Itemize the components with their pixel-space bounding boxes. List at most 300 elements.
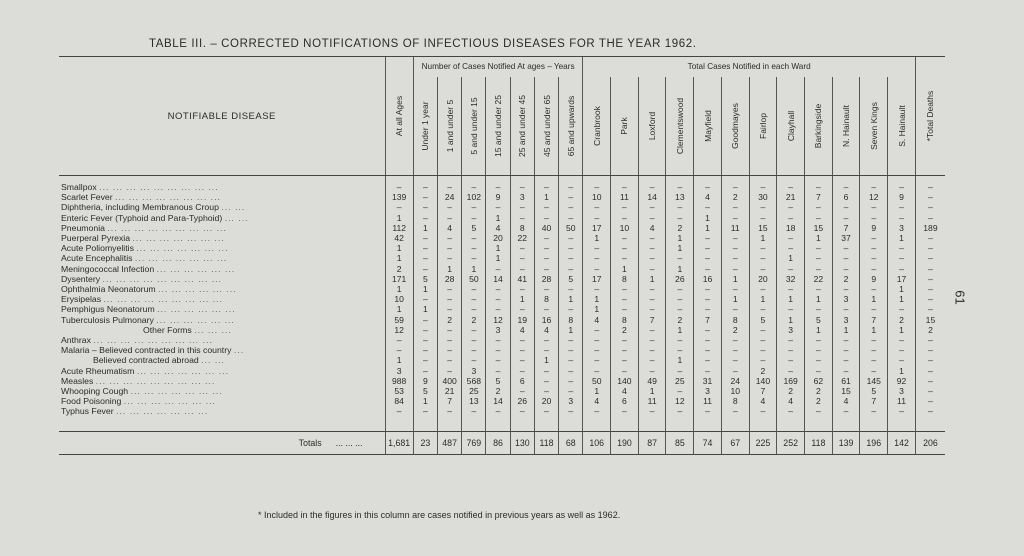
table-cell: – (534, 345, 558, 355)
table-row (59, 192, 945, 202)
table-cell: – (510, 366, 534, 376)
table-cell: – (694, 304, 722, 314)
table-cell: – (611, 182, 639, 192)
table-cell: – (694, 406, 722, 416)
table-cell: – (559, 213, 583, 223)
table-cell: 31 (694, 376, 722, 386)
disease-name: Pneumonia ... ... ... ... ... ... ... ... ... (61, 222, 227, 233)
table-cell: 1 (888, 233, 916, 243)
table-cell: – (888, 182, 916, 192)
table-cell: – (749, 182, 777, 192)
table-cell: 1 (860, 294, 888, 304)
table-cell: 5 (860, 386, 888, 396)
table-cell: – (462, 355, 486, 365)
totals-cell: 68 (559, 431, 583, 454)
disease-name: Puerperal Pyrexia ... ... ... ... ... ... ... (61, 233, 225, 244)
table-cell: 1 (413, 284, 437, 294)
table-cell: – (534, 406, 558, 416)
table-cell: – (413, 243, 437, 253)
table-cell: 145 (860, 376, 888, 386)
table-cell: 22 (510, 233, 534, 243)
table-cell: – (583, 335, 611, 345)
table-cell: 4 (510, 325, 534, 335)
totals-cell: 206 (915, 431, 945, 454)
totals-cell: 67 (721, 431, 749, 454)
table-cell: – (638, 202, 666, 212)
table-cell: 9 (486, 192, 510, 202)
table-cell: – (559, 233, 583, 243)
table-cell: – (721, 366, 749, 376)
table-cell: – (438, 406, 462, 416)
table-cell: 1 (777, 294, 805, 304)
table-cell: 1 (486, 213, 510, 223)
table-cell: – (888, 304, 916, 314)
table-cell: 50 (559, 223, 583, 233)
table-cell: – (413, 366, 437, 376)
table-cell: – (534, 233, 558, 243)
table-cell: – (694, 335, 722, 345)
table-cell: – (462, 182, 486, 192)
table-cell: – (777, 284, 805, 294)
table-row (59, 386, 945, 396)
table-cell: – (666, 182, 694, 192)
table-cell: 3 (559, 396, 583, 406)
table-cell: – (559, 386, 583, 396)
table-cell: 1 (438, 264, 462, 274)
table-cell: – (832, 355, 860, 365)
table-cell: – (749, 264, 777, 274)
table-cell: 49 (638, 376, 666, 386)
table-row (59, 253, 945, 263)
table-cell: 1 (860, 325, 888, 335)
table-cell: – (462, 406, 486, 416)
table-cell: – (559, 253, 583, 263)
table-cell: – (611, 202, 639, 212)
table-cell: – (438, 213, 462, 223)
table-cell: – (666, 294, 694, 304)
table-cell: 21 (438, 386, 462, 396)
table-cell: – (915, 376, 945, 386)
age-header: 45 and under 65 (534, 77, 558, 176)
table-row (59, 304, 945, 314)
table-cell: 2 (777, 386, 805, 396)
table-cell: – (777, 335, 805, 345)
table-cell: – (534, 264, 558, 274)
table-cell: 4 (638, 223, 666, 233)
age-header: 1 and under 5 (438, 77, 462, 176)
disease-name: Anthrax ... ... ... ... ... ... ... ... ... (61, 335, 213, 346)
total-deaths-header: *Total Deaths (915, 57, 945, 176)
table-cell: – (510, 182, 534, 192)
table-cell: 30 (749, 192, 777, 202)
table-cell: – (915, 304, 945, 314)
table-cell: – (583, 406, 611, 416)
table-cell: 7 (638, 315, 666, 325)
table-cell: 92 (888, 376, 916, 386)
ward-header: Clementswood (666, 77, 694, 176)
totals-cell: 769 (462, 431, 486, 454)
table-cell: 3 (510, 192, 534, 202)
table-cell: – (438, 325, 462, 335)
table-cell: – (583, 213, 611, 223)
table-cell: – (777, 345, 805, 355)
table-cell: – (510, 406, 534, 416)
table-cell: – (805, 304, 833, 314)
table-cell: – (638, 304, 666, 314)
table-cell: 2 (832, 274, 860, 284)
table-cell: 20 (486, 233, 510, 243)
table-cell: – (694, 264, 722, 274)
totals-cell: 106 (583, 431, 611, 454)
totals-label: Totals ... ... ... (59, 431, 385, 454)
age-header: 15 and under 25 (486, 77, 510, 176)
table-cell: 1 (559, 294, 583, 304)
disease-name: Food Poisoning ... ... ... ... ... ... ... (61, 396, 216, 407)
table-cell: 171 (385, 274, 413, 284)
table-cell: 988 (385, 376, 413, 386)
table-cell: – (721, 406, 749, 416)
table-cell: – (559, 243, 583, 253)
table-cell: 9 (860, 274, 888, 284)
table-cell: – (534, 304, 558, 314)
totals-cell: 487 (438, 431, 462, 454)
table-cell: 14 (486, 274, 510, 284)
table-cell: 1 (666, 233, 694, 243)
table-cell: – (413, 264, 437, 274)
table-cell: – (915, 355, 945, 365)
table-cell: 10 (721, 386, 749, 396)
table-cell: 7 (860, 396, 888, 406)
table-cell: 2 (611, 325, 639, 335)
table-cell: 10 (385, 294, 413, 304)
table-cell: – (462, 304, 486, 314)
table-cell: – (438, 335, 462, 345)
table-cell: – (915, 233, 945, 243)
table-cell: – (860, 304, 888, 314)
table-cell: 2 (438, 315, 462, 325)
table-cell: – (915, 366, 945, 376)
table-cell: 1 (888, 366, 916, 376)
table-cell: – (486, 345, 510, 355)
table-row (59, 335, 945, 345)
table-cell: 9 (413, 376, 437, 386)
table-cell: – (534, 243, 558, 253)
age-header: 5 and under 15 (462, 77, 486, 176)
table-cell: – (805, 366, 833, 376)
table-cell: – (915, 243, 945, 253)
table-cell: – (438, 294, 462, 304)
disease-name: Believed contracted abroad ... ... (93, 355, 226, 366)
table-cell: – (438, 253, 462, 263)
table-cell: – (510, 304, 534, 314)
table-cell: – (666, 345, 694, 355)
table-cell: – (749, 345, 777, 355)
table-cell: – (915, 192, 945, 202)
table-cell: 1 (666, 243, 694, 253)
table-cell: – (638, 335, 666, 345)
table-cell: 1 (638, 386, 666, 396)
table-cell: – (583, 202, 611, 212)
table-cell: 2 (666, 315, 694, 325)
table-cell: – (805, 264, 833, 274)
table-cell: – (510, 213, 534, 223)
table-cell: – (777, 264, 805, 274)
table-row (59, 366, 945, 376)
table-cell: 1 (888, 325, 916, 335)
totals-cell: 118 (534, 431, 558, 454)
age-group-header: Number of Cases Notified At ages – Years (413, 57, 583, 78)
table-cell: – (413, 294, 437, 304)
table-cell: – (888, 213, 916, 223)
table-cell: 1 (805, 294, 833, 304)
table-cell: 53 (385, 386, 413, 396)
table-cell: 6 (510, 376, 534, 386)
table-row (59, 274, 945, 284)
table-cell: 1 (666, 264, 694, 274)
table-cell: 1 (805, 325, 833, 335)
table-cell: – (777, 202, 805, 212)
table-cell: 4 (486, 223, 510, 233)
table-cell: 8 (510, 223, 534, 233)
ward-header: Fairlop (749, 77, 777, 176)
table-cell: 3 (832, 294, 860, 304)
table-cell: – (666, 386, 694, 396)
table-cell: 5 (413, 274, 437, 284)
table-cell: 1 (805, 233, 833, 243)
table-cell: 16 (534, 315, 558, 325)
table-cell: 62 (805, 376, 833, 386)
table-cell: – (413, 355, 437, 365)
table-cell: 1 (583, 304, 611, 314)
table-cell: 2 (805, 386, 833, 396)
table-cell: – (805, 202, 833, 212)
table-cell: 102 (462, 192, 486, 202)
table-cell: – (777, 355, 805, 365)
table-cell: 1 (385, 355, 413, 365)
table-cell: – (860, 355, 888, 365)
table-cell: – (638, 406, 666, 416)
table-cell: 1 (385, 253, 413, 263)
table-cell: 11 (638, 396, 666, 406)
table-cell: 1 (611, 264, 639, 274)
table-cell: – (413, 335, 437, 345)
table-cell: – (438, 243, 462, 253)
table-cell: – (438, 366, 462, 376)
table-cell: 1 (583, 233, 611, 243)
disease-name: Typhus Fever ... ... ... ... ... ... ... (61, 406, 209, 417)
table-cell: – (534, 202, 558, 212)
ward-header: Seven Kings (860, 77, 888, 176)
table-cell: 37 (832, 233, 860, 243)
table-row (59, 264, 945, 274)
table-cell: – (559, 355, 583, 365)
disease-name: Meningococcal Infection ... ... ... ... ... ... (61, 263, 236, 274)
table-cell: – (777, 366, 805, 376)
table-cell: – (638, 182, 666, 192)
table-row (59, 202, 945, 212)
table-cell: 13 (462, 396, 486, 406)
table-cell: 32 (777, 274, 805, 284)
table-cell: – (534, 366, 558, 376)
table-cell: – (462, 243, 486, 253)
table-cell: – (510, 243, 534, 253)
table-cell: – (915, 202, 945, 212)
table-cell: – (694, 294, 722, 304)
table-cell: 15 (749, 223, 777, 233)
table-cell: – (510, 386, 534, 396)
totals-cell: 225 (749, 431, 777, 454)
table-cell: – (638, 213, 666, 223)
table-cell: 24 (438, 192, 462, 202)
table-cell: – (721, 335, 749, 345)
table-cell: – (749, 335, 777, 345)
table-cell: – (749, 355, 777, 365)
table-row (59, 213, 945, 223)
table-cell: 112 (385, 223, 413, 233)
all-ages-header: At all Ages (385, 57, 413, 176)
table-cell: – (666, 284, 694, 294)
table-cell: – (915, 335, 945, 345)
table-cell: 15 (805, 223, 833, 233)
table-cell: – (860, 213, 888, 223)
table-cell: – (534, 182, 558, 192)
table-cell: 2 (385, 264, 413, 274)
disease-name: Erysipelas ... ... ... ... ... ... ... ... ... (61, 294, 223, 305)
table-cell: – (666, 202, 694, 212)
table-cell: – (749, 284, 777, 294)
totals-cell: 74 (694, 431, 722, 454)
table-cell: 5 (749, 315, 777, 325)
table-cell: – (749, 325, 777, 335)
table-cell: – (611, 355, 639, 365)
totals-cell: 130 (510, 431, 534, 454)
disease-name: Pemphigus Neonatorum ... ... ... ... ... ... (61, 304, 236, 315)
table-cell: 8 (611, 274, 639, 284)
table-cell: – (832, 243, 860, 253)
table-cell: – (666, 335, 694, 345)
table-cell: 5 (462, 223, 486, 233)
table-cell: – (638, 325, 666, 335)
table-title: TABLE III. – CORRECTED NOTIFICATIONS OF INFECTIOUS DISEASES FOR THE YEAR 1962. (149, 38, 697, 50)
table-cell: 28 (534, 274, 558, 284)
table-cell: – (413, 182, 437, 192)
table-cell: – (721, 213, 749, 223)
table-cell: – (385, 182, 413, 192)
table-cell: – (559, 406, 583, 416)
table-cell: 5 (805, 315, 833, 325)
table-cell: – (721, 355, 749, 365)
table-cell: – (777, 213, 805, 223)
table-cell: – (510, 284, 534, 294)
table-cell: 4 (583, 396, 611, 406)
ward-group-header: Total Cases Notified in each Ward (583, 57, 916, 78)
table-cell: 59 (385, 315, 413, 325)
table-cell: – (638, 366, 666, 376)
table-cell: 12 (486, 315, 510, 325)
table-cell: 3 (462, 366, 486, 376)
table-cell: 15 (832, 386, 860, 396)
table-cell: – (832, 264, 860, 274)
table-cell: – (559, 182, 583, 192)
table-cell: 189 (915, 223, 945, 233)
table-cell: – (694, 284, 722, 294)
table-cell: 1 (534, 355, 558, 365)
table-cell: 1 (749, 233, 777, 243)
table-cell: – (805, 243, 833, 253)
table-cell: 3 (888, 386, 916, 396)
table-cell: 3 (694, 386, 722, 396)
table-cell: 1 (413, 304, 437, 314)
table-cell: – (638, 233, 666, 243)
table-cell: – (638, 294, 666, 304)
table-cell: – (915, 294, 945, 304)
disease-name: Smallpox ... ... ... ... ... ... ... ... ... (61, 182, 219, 192)
table-cell: – (559, 345, 583, 355)
table-cell: – (694, 253, 722, 263)
table-cell: – (413, 213, 437, 223)
table-cell: – (860, 406, 888, 416)
table-cell: – (888, 355, 916, 365)
table-cell: 26 (510, 396, 534, 406)
disease-name: Measles ... ... ... ... ... ... ... ... ... (61, 375, 216, 386)
table-cell: 26 (666, 274, 694, 284)
table-cell: 42 (385, 233, 413, 243)
table-cell: – (749, 406, 777, 416)
table-cell: 11 (694, 396, 722, 406)
table-row (59, 376, 945, 386)
table-cell: 1 (832, 325, 860, 335)
table-cell: – (860, 253, 888, 263)
table-cell: 3 (832, 315, 860, 325)
table-cell: 1 (583, 294, 611, 304)
table-cell: 2 (805, 396, 833, 406)
table-row (59, 406, 945, 416)
table-cell: – (462, 253, 486, 263)
table-cell: 6 (832, 192, 860, 202)
table-row (59, 396, 945, 406)
table-cell: 5 (413, 386, 437, 396)
table-cell: – (583, 366, 611, 376)
table-cell: – (832, 366, 860, 376)
ward-header: Barkingside (805, 77, 833, 176)
table-cell: – (510, 253, 534, 263)
table-cell: – (559, 192, 583, 202)
disease-name: Acute Poliomyelitis ... ... ... ... ... ... ... (61, 243, 229, 254)
table-cell: 11 (611, 192, 639, 202)
table-cell: – (534, 335, 558, 345)
table-cell: – (749, 243, 777, 253)
age-header: 65 and upwards (559, 77, 583, 176)
table-cell: – (385, 335, 413, 345)
table-cell: – (860, 366, 888, 376)
table-row (59, 243, 945, 253)
table-cell: 3 (486, 325, 510, 335)
ward-header: Cranbrook (583, 77, 611, 176)
table-cell: 1 (888, 294, 916, 304)
table-cell: – (915, 182, 945, 192)
table-cell: 2 (721, 325, 749, 335)
table-cell: – (888, 345, 916, 355)
table-cell: – (666, 253, 694, 263)
table-cell: 3 (777, 325, 805, 335)
totals-cell: 86 (486, 431, 510, 454)
table-cell: 4 (611, 386, 639, 396)
ward-header: Goodmayes (721, 77, 749, 176)
table-cell: 3 (385, 366, 413, 376)
table-cell: – (486, 335, 510, 345)
table-cell: – (611, 284, 639, 294)
table-cell: – (805, 284, 833, 294)
